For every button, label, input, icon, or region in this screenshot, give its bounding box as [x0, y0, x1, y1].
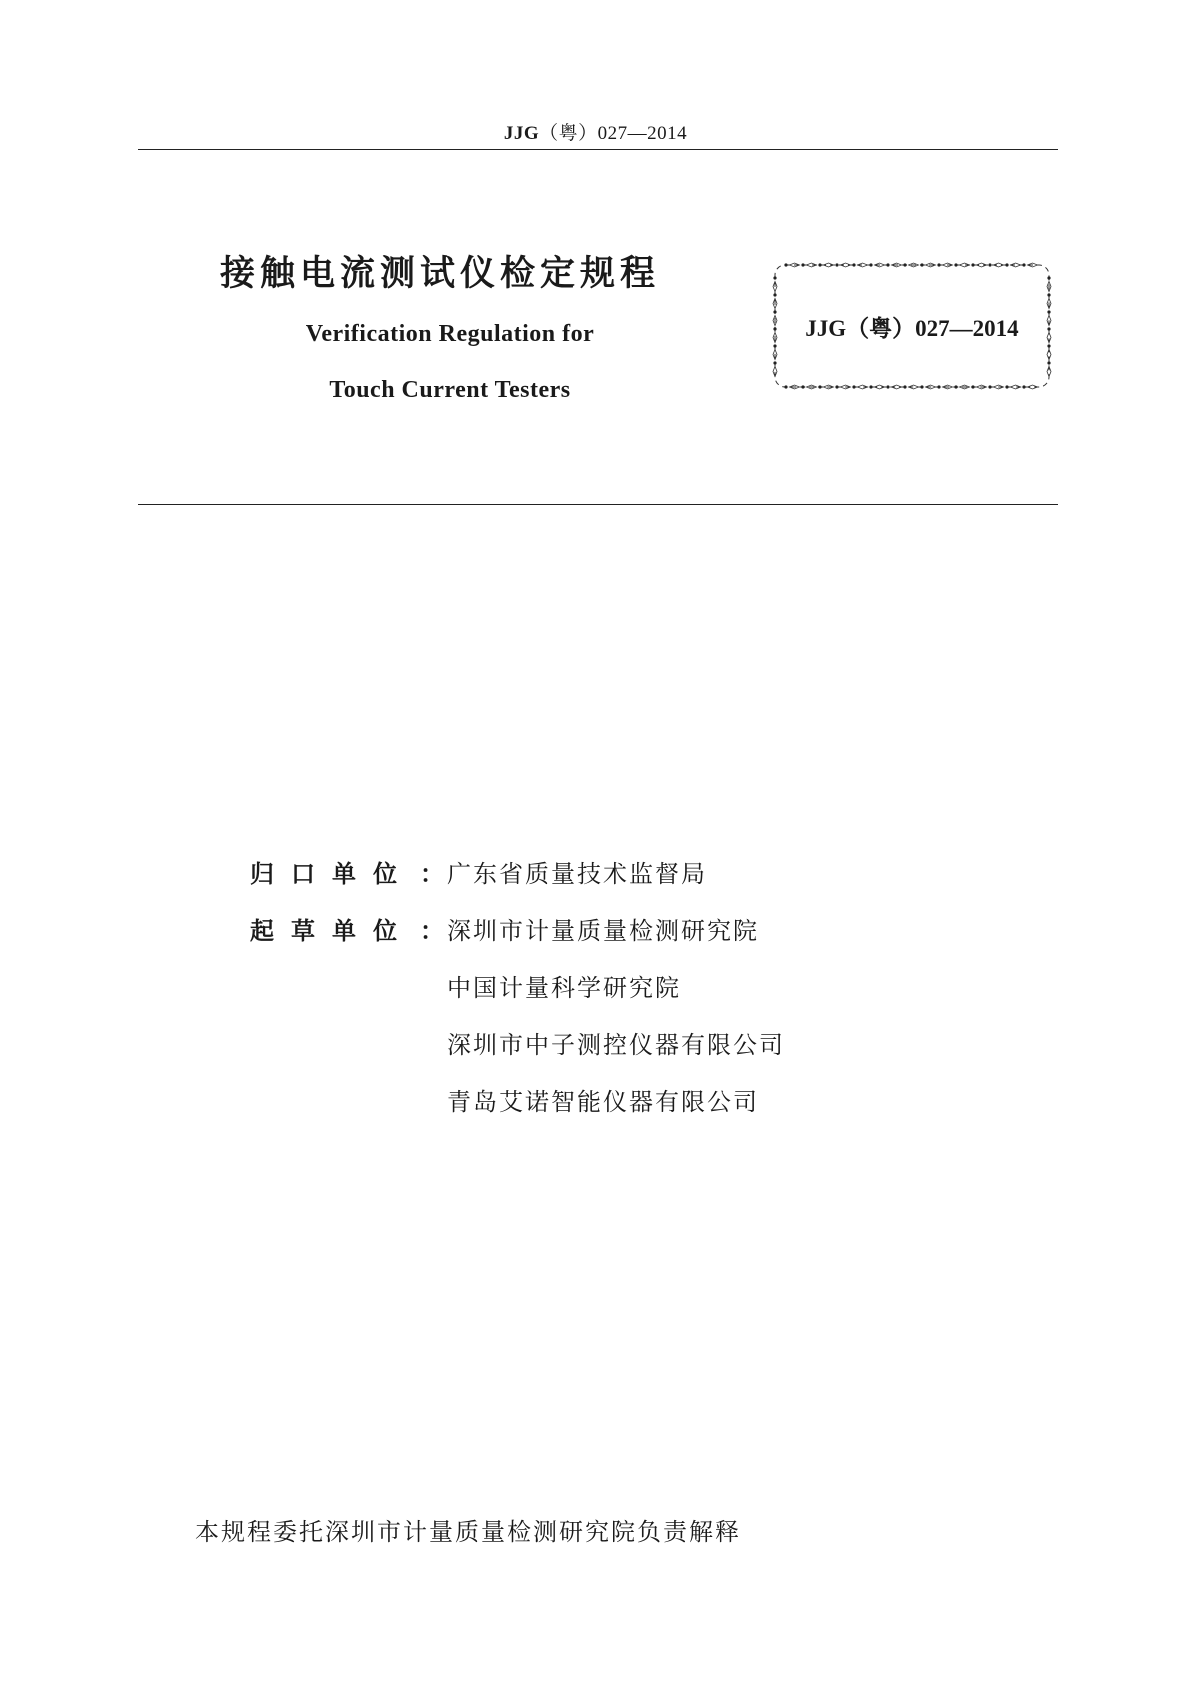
border-dot	[852, 385, 855, 388]
border-dot	[773, 293, 776, 296]
border-dot	[1047, 344, 1050, 347]
border-dot	[1022, 385, 1025, 388]
border-dot	[1022, 263, 1025, 266]
border-dot	[1047, 361, 1050, 364]
bottom-divider	[138, 504, 1058, 505]
border-dot	[773, 361, 776, 364]
border-dot	[954, 263, 957, 266]
border-dot	[920, 263, 923, 266]
border-dot	[784, 263, 787, 266]
responsible-unit-value: 广东省质量技术监督局	[447, 860, 707, 888]
title-english-line2: Touch Current Testers	[329, 377, 571, 403]
border-dot	[784, 385, 787, 388]
regulation-code: JJG（粤）027—2014	[805, 316, 1019, 341]
border-dot	[886, 385, 889, 388]
border-dot	[773, 276, 776, 279]
border-dot	[920, 385, 923, 388]
border-dot	[988, 385, 991, 388]
border-dot	[869, 385, 872, 388]
border-dot	[852, 263, 855, 266]
drafting-unit-colon: ：	[420, 917, 444, 945]
border-dot	[988, 263, 991, 266]
drafting-unit-1: 深圳市计量质量检测研究院	[447, 917, 759, 945]
border-dot	[903, 263, 906, 266]
border-dot	[801, 263, 804, 266]
border-dot	[818, 263, 821, 266]
border-dot	[1047, 276, 1050, 279]
border-dot	[1005, 263, 1008, 266]
border-dot	[801, 385, 804, 388]
border-dot	[818, 385, 821, 388]
border-dot	[835, 263, 838, 266]
title-chinese: 接触电流测试仪检定规程	[220, 254, 661, 294]
running-header-code-rest: （粤）027—2014	[539, 123, 688, 144]
border-dot	[835, 385, 838, 388]
drafting-unit-label: 起草单位	[250, 917, 414, 945]
border-dot	[886, 263, 889, 266]
responsible-unit-label: 归口单位	[250, 860, 414, 888]
title-english-line1: Verification Regulation for	[305, 321, 595, 347]
running-header-code-prefix: JJG	[503, 123, 540, 144]
border-dot	[937, 385, 940, 388]
drafting-unit-2: 中国计量科学研究院	[447, 974, 681, 1002]
border-dot	[954, 385, 957, 388]
top-divider	[138, 149, 1058, 150]
drafting-unit-3: 深圳市中子测控仪器有限公司	[447, 1031, 785, 1059]
border-dot	[869, 263, 872, 266]
border-dot	[937, 263, 940, 266]
border-dot	[903, 385, 906, 388]
border-dot	[971, 263, 974, 266]
regulation-code-box	[772, 262, 1052, 390]
running-header	[0, 118, 1191, 145]
border-dot	[971, 385, 974, 388]
responsible-unit-colon: ：	[420, 860, 444, 888]
interpretation-note: 本规程委托深圳市计量质量检测研究院负责解释	[195, 1518, 741, 1546]
border-dot	[1047, 293, 1050, 296]
border-dot	[773, 344, 776, 347]
drafting-unit-4: 青岛艾诺智能仪器有限公司	[447, 1088, 759, 1116]
border-dot	[1005, 385, 1008, 388]
